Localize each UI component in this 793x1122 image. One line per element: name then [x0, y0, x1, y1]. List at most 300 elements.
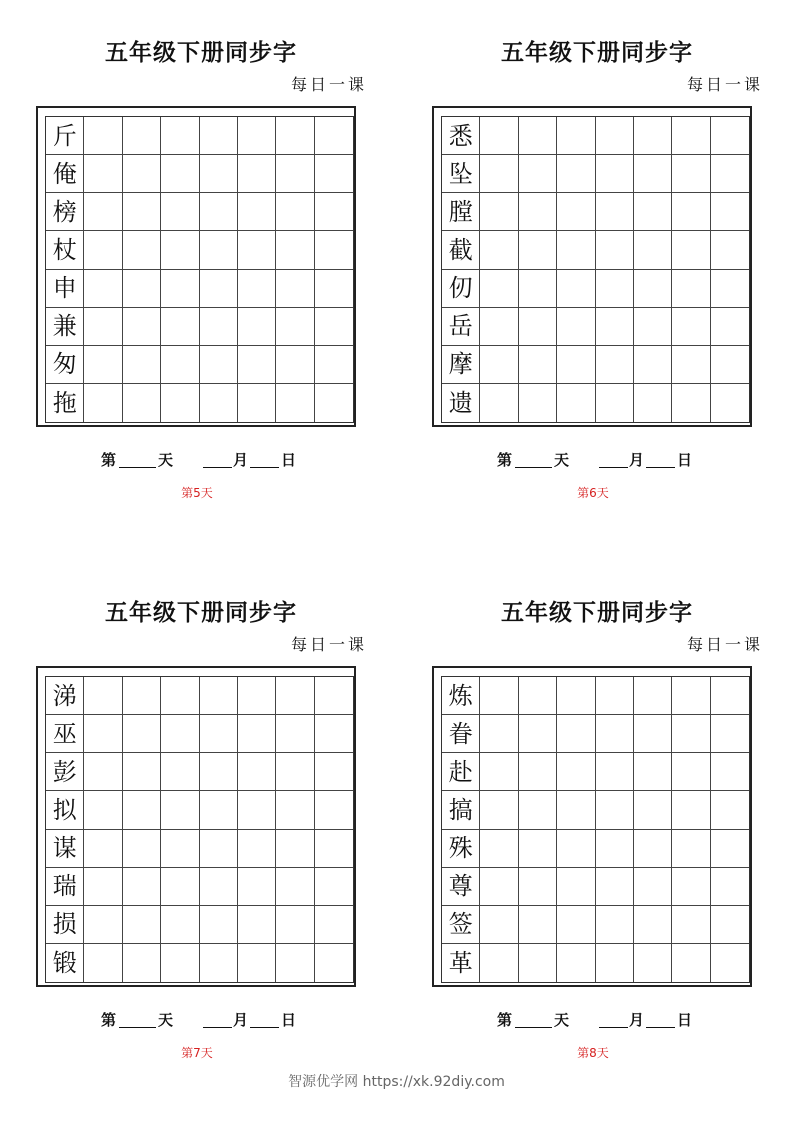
date-di-label: 第	[497, 1011, 513, 1029]
model-character: 兼	[46, 308, 84, 346]
model-character: 榜	[46, 193, 84, 231]
writing-cell	[634, 384, 672, 422]
writing-cell	[276, 868, 314, 906]
writing-cell	[596, 791, 634, 829]
writing-cell	[200, 155, 238, 193]
writing-cell	[672, 270, 710, 308]
model-character: 炼	[442, 677, 480, 715]
writing-cell	[238, 944, 276, 982]
date-line	[31, 1007, 371, 1031]
writing-cell	[672, 753, 710, 791]
day-label: 第7天	[181, 1046, 213, 1060]
grid-row	[46, 117, 353, 155]
model-character: 匆	[46, 346, 84, 384]
writing-cell	[634, 944, 672, 982]
writing-cell	[711, 830, 749, 868]
writing-cell	[315, 270, 353, 308]
month-blank	[599, 467, 628, 468]
writing-cell	[672, 193, 710, 231]
writing-cell	[123, 830, 161, 868]
model-character: 仞	[442, 270, 480, 308]
date-line	[427, 1007, 767, 1031]
writing-cell	[276, 791, 314, 829]
writing-cell	[200, 231, 238, 269]
writing-cell	[84, 231, 122, 269]
writing-cell	[200, 868, 238, 906]
writing-cell	[276, 753, 314, 791]
writing-cell	[200, 906, 238, 944]
grid-row	[442, 384, 749, 422]
writing-cell	[557, 155, 595, 193]
writing-cell	[238, 677, 276, 715]
writing-cell	[672, 791, 710, 829]
day-number-blank	[119, 467, 156, 468]
writing-cell	[634, 868, 672, 906]
writing-cell	[480, 791, 518, 829]
writing-cell	[200, 944, 238, 982]
writing-cell	[276, 346, 314, 384]
grid-row	[442, 155, 749, 193]
model-character: 损	[46, 906, 84, 944]
writing-cell	[480, 384, 518, 422]
writing-cell	[634, 155, 672, 193]
grid-row	[46, 270, 353, 308]
writing-cell	[123, 231, 161, 269]
grid-row	[442, 868, 749, 906]
writing-cell	[634, 193, 672, 231]
writing-cell	[596, 715, 634, 753]
writing-cell	[161, 906, 199, 944]
writing-cell	[596, 346, 634, 384]
writing-cell	[276, 677, 314, 715]
writing-cell	[200, 715, 238, 753]
month-blank	[203, 467, 232, 468]
page-footer: 智源优学网 https://xk.92diy.com	[288, 1074, 505, 1090]
writing-cell	[711, 270, 749, 308]
grid-row	[46, 155, 353, 193]
writing-cell	[161, 753, 199, 791]
writing-cell	[84, 384, 122, 422]
model-character: 彭	[46, 753, 84, 791]
writing-cell	[161, 944, 199, 982]
practice-frame	[36, 666, 356, 987]
grid-row	[442, 830, 749, 868]
day-blank	[646, 1027, 675, 1028]
writing-cell	[161, 231, 199, 269]
model-character: 斤	[46, 117, 84, 155]
writing-cell	[84, 715, 122, 753]
day-blank	[250, 467, 279, 468]
grid-row	[442, 906, 749, 944]
writing-cell	[238, 868, 276, 906]
writing-cell	[123, 270, 161, 308]
day-label: 第6天	[577, 486, 609, 500]
date-tian-label: 天	[158, 451, 174, 469]
writing-cell	[557, 830, 595, 868]
model-character: 革	[442, 944, 480, 982]
writing-cell	[238, 231, 276, 269]
grid-row	[442, 231, 749, 269]
writing-cell	[123, 753, 161, 791]
writing-cell	[276, 384, 314, 422]
writing-cell	[161, 346, 199, 384]
writing-cell	[123, 193, 161, 231]
writing-cell	[480, 117, 518, 155]
writing-cell	[672, 715, 710, 753]
writing-cell	[519, 117, 557, 155]
writing-cell	[238, 906, 276, 944]
writing-cell	[123, 715, 161, 753]
date-tian-label: 天	[554, 1011, 570, 1029]
writing-cell	[238, 193, 276, 231]
writing-cell	[84, 117, 122, 155]
grid-row	[46, 830, 353, 868]
writing-cell	[480, 753, 518, 791]
writing-cell	[238, 753, 276, 791]
day-number-blank	[515, 1027, 552, 1028]
writing-cell	[557, 270, 595, 308]
writing-cell	[557, 715, 595, 753]
date-ri-label: 日	[677, 451, 693, 469]
model-character: 摩	[442, 346, 480, 384]
writing-cell	[200, 384, 238, 422]
writing-cell	[519, 944, 557, 982]
writing-cell	[276, 193, 314, 231]
grid-row	[442, 346, 749, 384]
model-character: 杖	[46, 231, 84, 269]
writing-cell	[200, 308, 238, 346]
writing-cell	[519, 791, 557, 829]
writing-cell	[480, 346, 518, 384]
date-yue-label: 月	[629, 451, 645, 469]
writing-cell	[672, 830, 710, 868]
grid-row	[46, 944, 353, 982]
writing-cell	[634, 791, 672, 829]
date-line	[427, 447, 767, 471]
writing-cell	[84, 791, 122, 829]
grid-row	[442, 270, 749, 308]
writing-cell	[634, 677, 672, 715]
grid-row	[442, 753, 749, 791]
writing-cell	[557, 753, 595, 791]
practice-grid	[45, 116, 354, 423]
writing-cell	[672, 308, 710, 346]
writing-cell	[711, 868, 749, 906]
writing-cell	[238, 270, 276, 308]
writing-cell	[557, 231, 595, 269]
writing-cell	[200, 677, 238, 715]
writing-cell	[315, 830, 353, 868]
model-character: 岳	[442, 308, 480, 346]
writing-cell	[634, 753, 672, 791]
writing-cell	[161, 868, 199, 906]
writing-cell	[123, 944, 161, 982]
writing-cell	[596, 231, 634, 269]
model-character: 巫	[46, 715, 84, 753]
writing-cell	[315, 715, 353, 753]
writing-cell	[711, 346, 749, 384]
model-character: 涕	[46, 677, 84, 715]
writing-cell	[161, 384, 199, 422]
model-character: 搞	[442, 791, 480, 829]
writing-cell	[596, 830, 634, 868]
writing-cell	[634, 715, 672, 753]
grid-row	[442, 117, 749, 155]
practice-frame	[432, 106, 752, 427]
writing-cell	[480, 715, 518, 753]
writing-cell	[315, 944, 353, 982]
writing-cell	[557, 308, 595, 346]
writing-cell	[711, 308, 749, 346]
model-character: 悉	[442, 117, 480, 155]
panel-subtitle: 每日一课	[290, 75, 367, 94]
grid-row	[442, 308, 749, 346]
grid-row	[46, 193, 353, 231]
writing-cell	[238, 346, 276, 384]
writing-cell	[557, 346, 595, 384]
grid-row	[46, 384, 353, 422]
writing-cell	[200, 753, 238, 791]
writing-cell	[84, 753, 122, 791]
writing-cell	[200, 346, 238, 384]
model-character: 拟	[46, 791, 84, 829]
panel-title: 五年级下册同步字	[501, 39, 693, 66]
writing-cell	[161, 677, 199, 715]
writing-cell	[315, 384, 353, 422]
writing-cell	[672, 117, 710, 155]
writing-cell	[672, 906, 710, 944]
date-ri-label: 日	[281, 1011, 297, 1029]
grid-row	[46, 308, 353, 346]
writing-cell	[238, 830, 276, 868]
writing-cell	[596, 677, 634, 715]
writing-cell	[634, 117, 672, 155]
writing-cell	[276, 715, 314, 753]
panel-title: 五年级下册同步字	[105, 599, 297, 626]
grid-row	[46, 753, 353, 791]
writing-cell	[315, 753, 353, 791]
writing-cell	[315, 346, 353, 384]
date-yue-label: 月	[233, 451, 249, 469]
day-number-blank	[515, 467, 552, 468]
writing-cell	[276, 308, 314, 346]
writing-cell	[315, 308, 353, 346]
writing-cell	[161, 155, 199, 193]
grid-row	[442, 677, 749, 715]
writing-cell	[238, 117, 276, 155]
date-yue-label: 月	[629, 1011, 645, 1029]
writing-cell	[480, 868, 518, 906]
practice-frame	[432, 666, 752, 987]
writing-cell	[519, 868, 557, 906]
writing-cell	[276, 270, 314, 308]
writing-cell	[672, 155, 710, 193]
writing-cell	[315, 231, 353, 269]
date-yue-label: 月	[233, 1011, 249, 1029]
writing-cell	[672, 677, 710, 715]
date-tian-label: 天	[554, 451, 570, 469]
model-character: 申	[46, 270, 84, 308]
grid-row	[46, 346, 353, 384]
writing-cell	[315, 791, 353, 829]
model-character: 锻	[46, 944, 84, 982]
grid-row	[442, 791, 749, 829]
writing-cell	[315, 155, 353, 193]
writing-cell	[596, 270, 634, 308]
day-label: 第8天	[577, 1046, 609, 1060]
writing-cell	[161, 715, 199, 753]
practice-grid	[441, 676, 750, 983]
writing-cell	[596, 193, 634, 231]
writing-cell	[519, 906, 557, 944]
writing-cell	[711, 677, 749, 715]
grid-row	[442, 944, 749, 982]
writing-cell	[276, 830, 314, 868]
writing-cell	[596, 753, 634, 791]
month-blank	[599, 1027, 628, 1028]
writing-cell	[123, 346, 161, 384]
writing-cell	[596, 944, 634, 982]
writing-cell	[711, 193, 749, 231]
writing-cell	[672, 231, 710, 269]
date-di-label: 第	[101, 451, 117, 469]
writing-cell	[596, 384, 634, 422]
grid-row	[442, 193, 749, 231]
writing-cell	[276, 117, 314, 155]
writing-cell	[711, 231, 749, 269]
writing-cell	[519, 155, 557, 193]
writing-cell	[276, 906, 314, 944]
date-di-label: 第	[101, 1011, 117, 1029]
grid-row	[46, 906, 353, 944]
writing-cell	[519, 830, 557, 868]
writing-cell	[596, 117, 634, 155]
writing-cell	[84, 308, 122, 346]
writing-cell	[161, 830, 199, 868]
writing-cell	[519, 384, 557, 422]
writing-cell	[238, 308, 276, 346]
writing-cell	[480, 677, 518, 715]
writing-cell	[480, 155, 518, 193]
writing-cell	[123, 906, 161, 944]
writing-cell	[711, 944, 749, 982]
date-ri-label: 日	[281, 451, 297, 469]
writing-cell	[557, 193, 595, 231]
writing-cell	[634, 231, 672, 269]
writing-cell	[238, 155, 276, 193]
writing-cell	[123, 791, 161, 829]
day-blank	[646, 467, 675, 468]
writing-cell	[315, 193, 353, 231]
model-character: 瑞	[46, 868, 84, 906]
writing-cell	[672, 384, 710, 422]
writing-cell	[711, 753, 749, 791]
month-blank	[203, 1027, 232, 1028]
writing-cell	[315, 677, 353, 715]
practice-frame	[36, 106, 356, 427]
writing-cell	[161, 308, 199, 346]
model-character: 谋	[46, 830, 84, 868]
writing-cell	[519, 346, 557, 384]
practice-grid	[45, 676, 354, 983]
writing-cell	[557, 677, 595, 715]
date-tian-label: 天	[158, 1011, 174, 1029]
writing-cell	[596, 868, 634, 906]
model-character: 赴	[442, 753, 480, 791]
writing-cell	[200, 830, 238, 868]
model-character: 殊	[442, 830, 480, 868]
model-character: 遗	[442, 384, 480, 422]
writing-cell	[672, 346, 710, 384]
writing-cell	[238, 384, 276, 422]
writing-cell	[123, 384, 161, 422]
writing-cell	[557, 117, 595, 155]
date-ri-label: 日	[677, 1011, 693, 1029]
writing-cell	[200, 791, 238, 829]
date-di-label: 第	[497, 451, 513, 469]
writing-cell	[123, 117, 161, 155]
writing-cell	[519, 270, 557, 308]
writing-cell	[200, 270, 238, 308]
writing-cell	[634, 270, 672, 308]
grid-row	[442, 715, 749, 753]
writing-cell	[480, 193, 518, 231]
writing-cell	[84, 944, 122, 982]
writing-cell	[123, 868, 161, 906]
writing-cell	[672, 868, 710, 906]
panel-subtitle: 每日一课	[686, 75, 763, 94]
grid-row	[46, 677, 353, 715]
writing-cell	[480, 270, 518, 308]
writing-cell	[519, 308, 557, 346]
writing-cell	[84, 193, 122, 231]
model-character: 俺	[46, 155, 84, 193]
model-character: 尊	[442, 868, 480, 906]
writing-cell	[596, 906, 634, 944]
model-character: 眷	[442, 715, 480, 753]
writing-cell	[123, 677, 161, 715]
writing-cell	[200, 193, 238, 231]
writing-cell	[557, 868, 595, 906]
model-character: 坠	[442, 155, 480, 193]
writing-cell	[315, 906, 353, 944]
writing-cell	[480, 906, 518, 944]
model-character: 拖	[46, 384, 84, 422]
panel-title: 五年级下册同步字	[501, 599, 693, 626]
writing-cell	[84, 677, 122, 715]
writing-cell	[519, 677, 557, 715]
writing-cell	[596, 308, 634, 346]
day-label: 第5天	[181, 486, 213, 500]
writing-cell	[84, 155, 122, 193]
writing-cell	[315, 868, 353, 906]
writing-cell	[634, 830, 672, 868]
writing-cell	[480, 308, 518, 346]
panel-subtitle: 每日一课	[290, 635, 367, 654]
writing-cell	[711, 715, 749, 753]
practice-grid	[441, 116, 750, 423]
writing-cell	[161, 117, 199, 155]
worksheet-panel-4	[427, 588, 767, 1108]
model-character: 签	[442, 906, 480, 944]
writing-cell	[519, 715, 557, 753]
worksheet-panel-1	[31, 28, 371, 548]
writing-cell	[519, 193, 557, 231]
panel-title: 五年级下册同步字	[105, 39, 297, 66]
writing-cell	[276, 155, 314, 193]
writing-cell	[557, 944, 595, 982]
writing-cell	[634, 308, 672, 346]
